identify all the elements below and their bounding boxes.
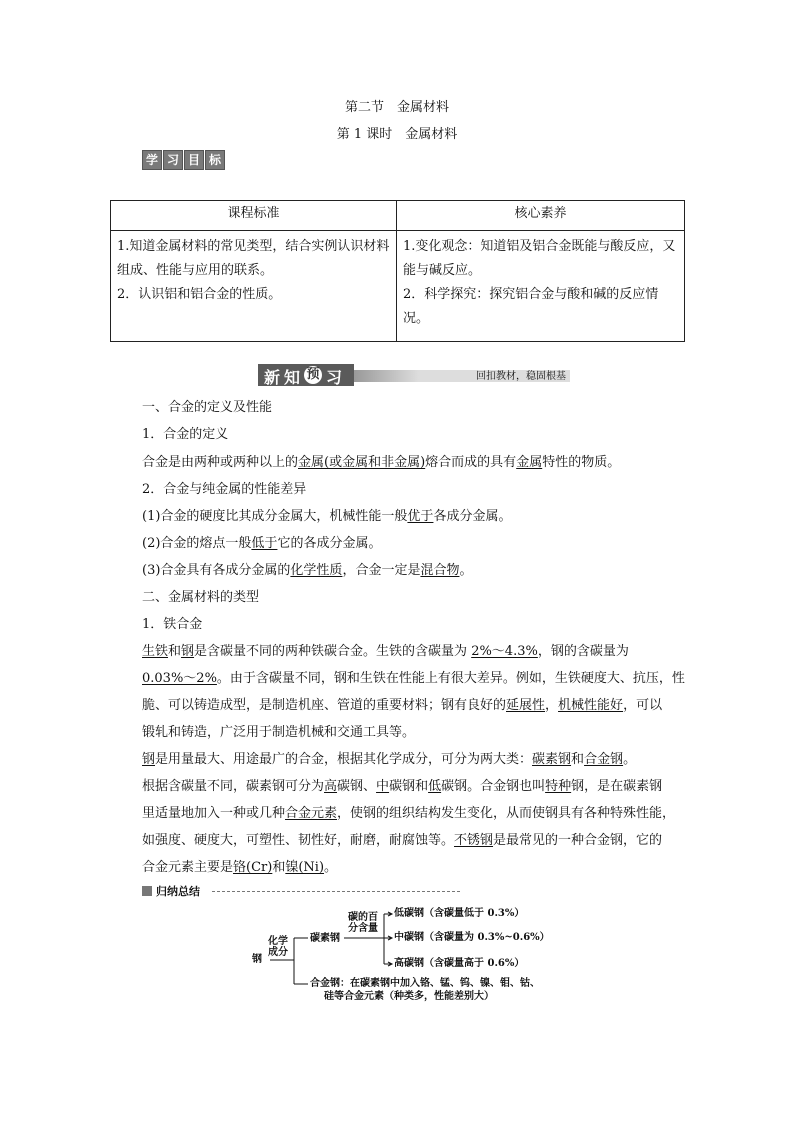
banner-char: 知 bbox=[284, 368, 301, 387]
table-header-curriculum: 课程标准 bbox=[111, 201, 397, 231]
paragraph-melting-point: (2)合金的熔点一般低于它的各成分金属。 bbox=[142, 536, 382, 551]
standards-table bbox=[110, 200, 685, 342]
banner-note: 回扣教材，稳固根基 bbox=[476, 371, 566, 382]
diagram-low-carbon: 低碳钢（含碳量低于 0.3%） bbox=[394, 908, 525, 919]
literacy-item: 2．科学探究：探究铝合金与酸和碱的反应情况。 bbox=[403, 287, 659, 326]
heading-material-types: 二、金属材料的类型 bbox=[142, 590, 260, 605]
goals-tag-char: 学 bbox=[142, 150, 162, 170]
diagram-basis-2: 成分 bbox=[268, 947, 288, 958]
subheading-iron-alloys: 1．铁合金 bbox=[142, 617, 203, 632]
diagram-basis-3: 碳的百 bbox=[348, 912, 378, 923]
table-header-literacy: 核心素养 bbox=[397, 201, 685, 231]
goals-tag-char: 习 bbox=[163, 150, 183, 170]
goals-tag-char: 目 bbox=[184, 150, 204, 170]
curriculum-cell bbox=[111, 231, 397, 342]
banner-char: 习 bbox=[326, 368, 343, 387]
summary-header bbox=[142, 884, 460, 898]
lesson-title: 第 1 课时 金属材料 bbox=[336, 127, 458, 142]
paragraph-steel-line-1: 钢是用量最大、用途最广的合金，根据其化学成分，可分为两大类：碳素钢和合金钢。 bbox=[142, 752, 637, 767]
curriculum-item: 2．认识铝和铝合金的性质。 bbox=[117, 287, 282, 302]
paragraph-iron-line-3: 脆、可以铸造成型，是制造机座、管道的重要材料；钢有良好的延展性，机械性能好，可以 bbox=[142, 698, 663, 713]
summary-label: 归纳总结 bbox=[156, 885, 200, 898]
diagram-carbon-steel: 碳素钢 bbox=[310, 933, 340, 944]
paragraph-chemical-properties: (3)合金具有各成分金属的化学性质，合金一定是混合物。 bbox=[142, 563, 473, 578]
diagram-basis-4: 分含量 bbox=[348, 923, 378, 934]
summary-dashed-line bbox=[212, 891, 460, 892]
goals-tag-char: 标 bbox=[205, 150, 225, 170]
paragraph-steel-line-5: 合金元素主要是铬(Cr)和镍(Ni)。 bbox=[142, 860, 338, 875]
paragraph-iron-line-1: 生铁和钢是含碳量不同的两种铁碳合金。生铁的含碳量为 2%～4.3%，钢的含碳量为 bbox=[142, 644, 629, 659]
subheading-differences: 2．合金与纯金属的性能差异 bbox=[142, 482, 307, 497]
steel-classification-diagram bbox=[250, 904, 570, 1014]
diagram-high-carbon: 高碳钢（含碳量高于 0.6%） bbox=[394, 958, 525, 969]
paragraph-hardness: (1)合金的硬度比其成分金属大，机械性能一般优于各成分金属。 bbox=[142, 509, 512, 524]
literacy-cell bbox=[397, 231, 685, 342]
diagram-mid-carbon: 中碳钢（含碳量为 0.3%~0.6%） bbox=[394, 932, 550, 943]
section-title: 第二节 金属材料 bbox=[344, 100, 449, 115]
summary-square-icon bbox=[142, 886, 152, 896]
curriculum-item: 1.知道金属材料的常见类型，结合实例认识材料组成、性能与应用的联系。 bbox=[117, 239, 390, 278]
diagram-basis-1: 化学 bbox=[268, 936, 288, 947]
diagram-root: 钢 bbox=[252, 954, 262, 965]
new-knowledge-banner bbox=[258, 364, 570, 386]
paragraph-steel-line-4: 如强度、硬度大，可塑性、韧性好，耐磨，耐腐蚀等。不锈钢是最常见的一种合金钢，它的 bbox=[142, 833, 663, 848]
learning-goals-tag bbox=[142, 150, 225, 170]
subheading-definition: 1．合金的定义 bbox=[142, 427, 229, 442]
paragraph-steel-line-3: 里适量地加入一种或几种合金元素，使钢的组织结构发生变化，从而使钢具有各种特殊性能， bbox=[142, 806, 676, 821]
paragraph-iron-line-4: 锻轧和铸造，广泛用于制造机械和交通工具等。 bbox=[142, 725, 416, 740]
diagram-alloy-steel-1: 合金钢：在碳素钢中加入铬、锰、钨、镍、钼、钴、 bbox=[310, 978, 540, 989]
paragraph-steel-line-2: 根据含碳量不同，碳素钢可分为高碳钢、中碳钢和低碳钢。合金钢也叫特种钢，是在碳素钢 bbox=[142, 779, 663, 794]
banner-label-box bbox=[258, 364, 354, 386]
paragraph-definition: 合金是由两种或两种以上的金属(或金属和非金属)熔合而成的具有金属特性的物质。 bbox=[142, 455, 621, 470]
diagram-alloy-steel-2: 硅等合金元素（种类多，性能差别大） bbox=[324, 991, 494, 1002]
paragraph-iron-line-2: 0.03%～2%。由于含碳量不同，钢和生铁在性能上有很大差异。例如，生铁硬度大、抗压，性 bbox=[142, 671, 685, 686]
banner-char: 新 bbox=[264, 368, 281, 387]
literacy-item: 1.变化观念：知道铝及铝合金既能与酸反应，又能与碱反应。 bbox=[403, 239, 676, 278]
heading-alloy-definition: 一、合金的定义及性能 bbox=[142, 400, 273, 415]
banner-char-circled: 预 bbox=[304, 366, 322, 384]
